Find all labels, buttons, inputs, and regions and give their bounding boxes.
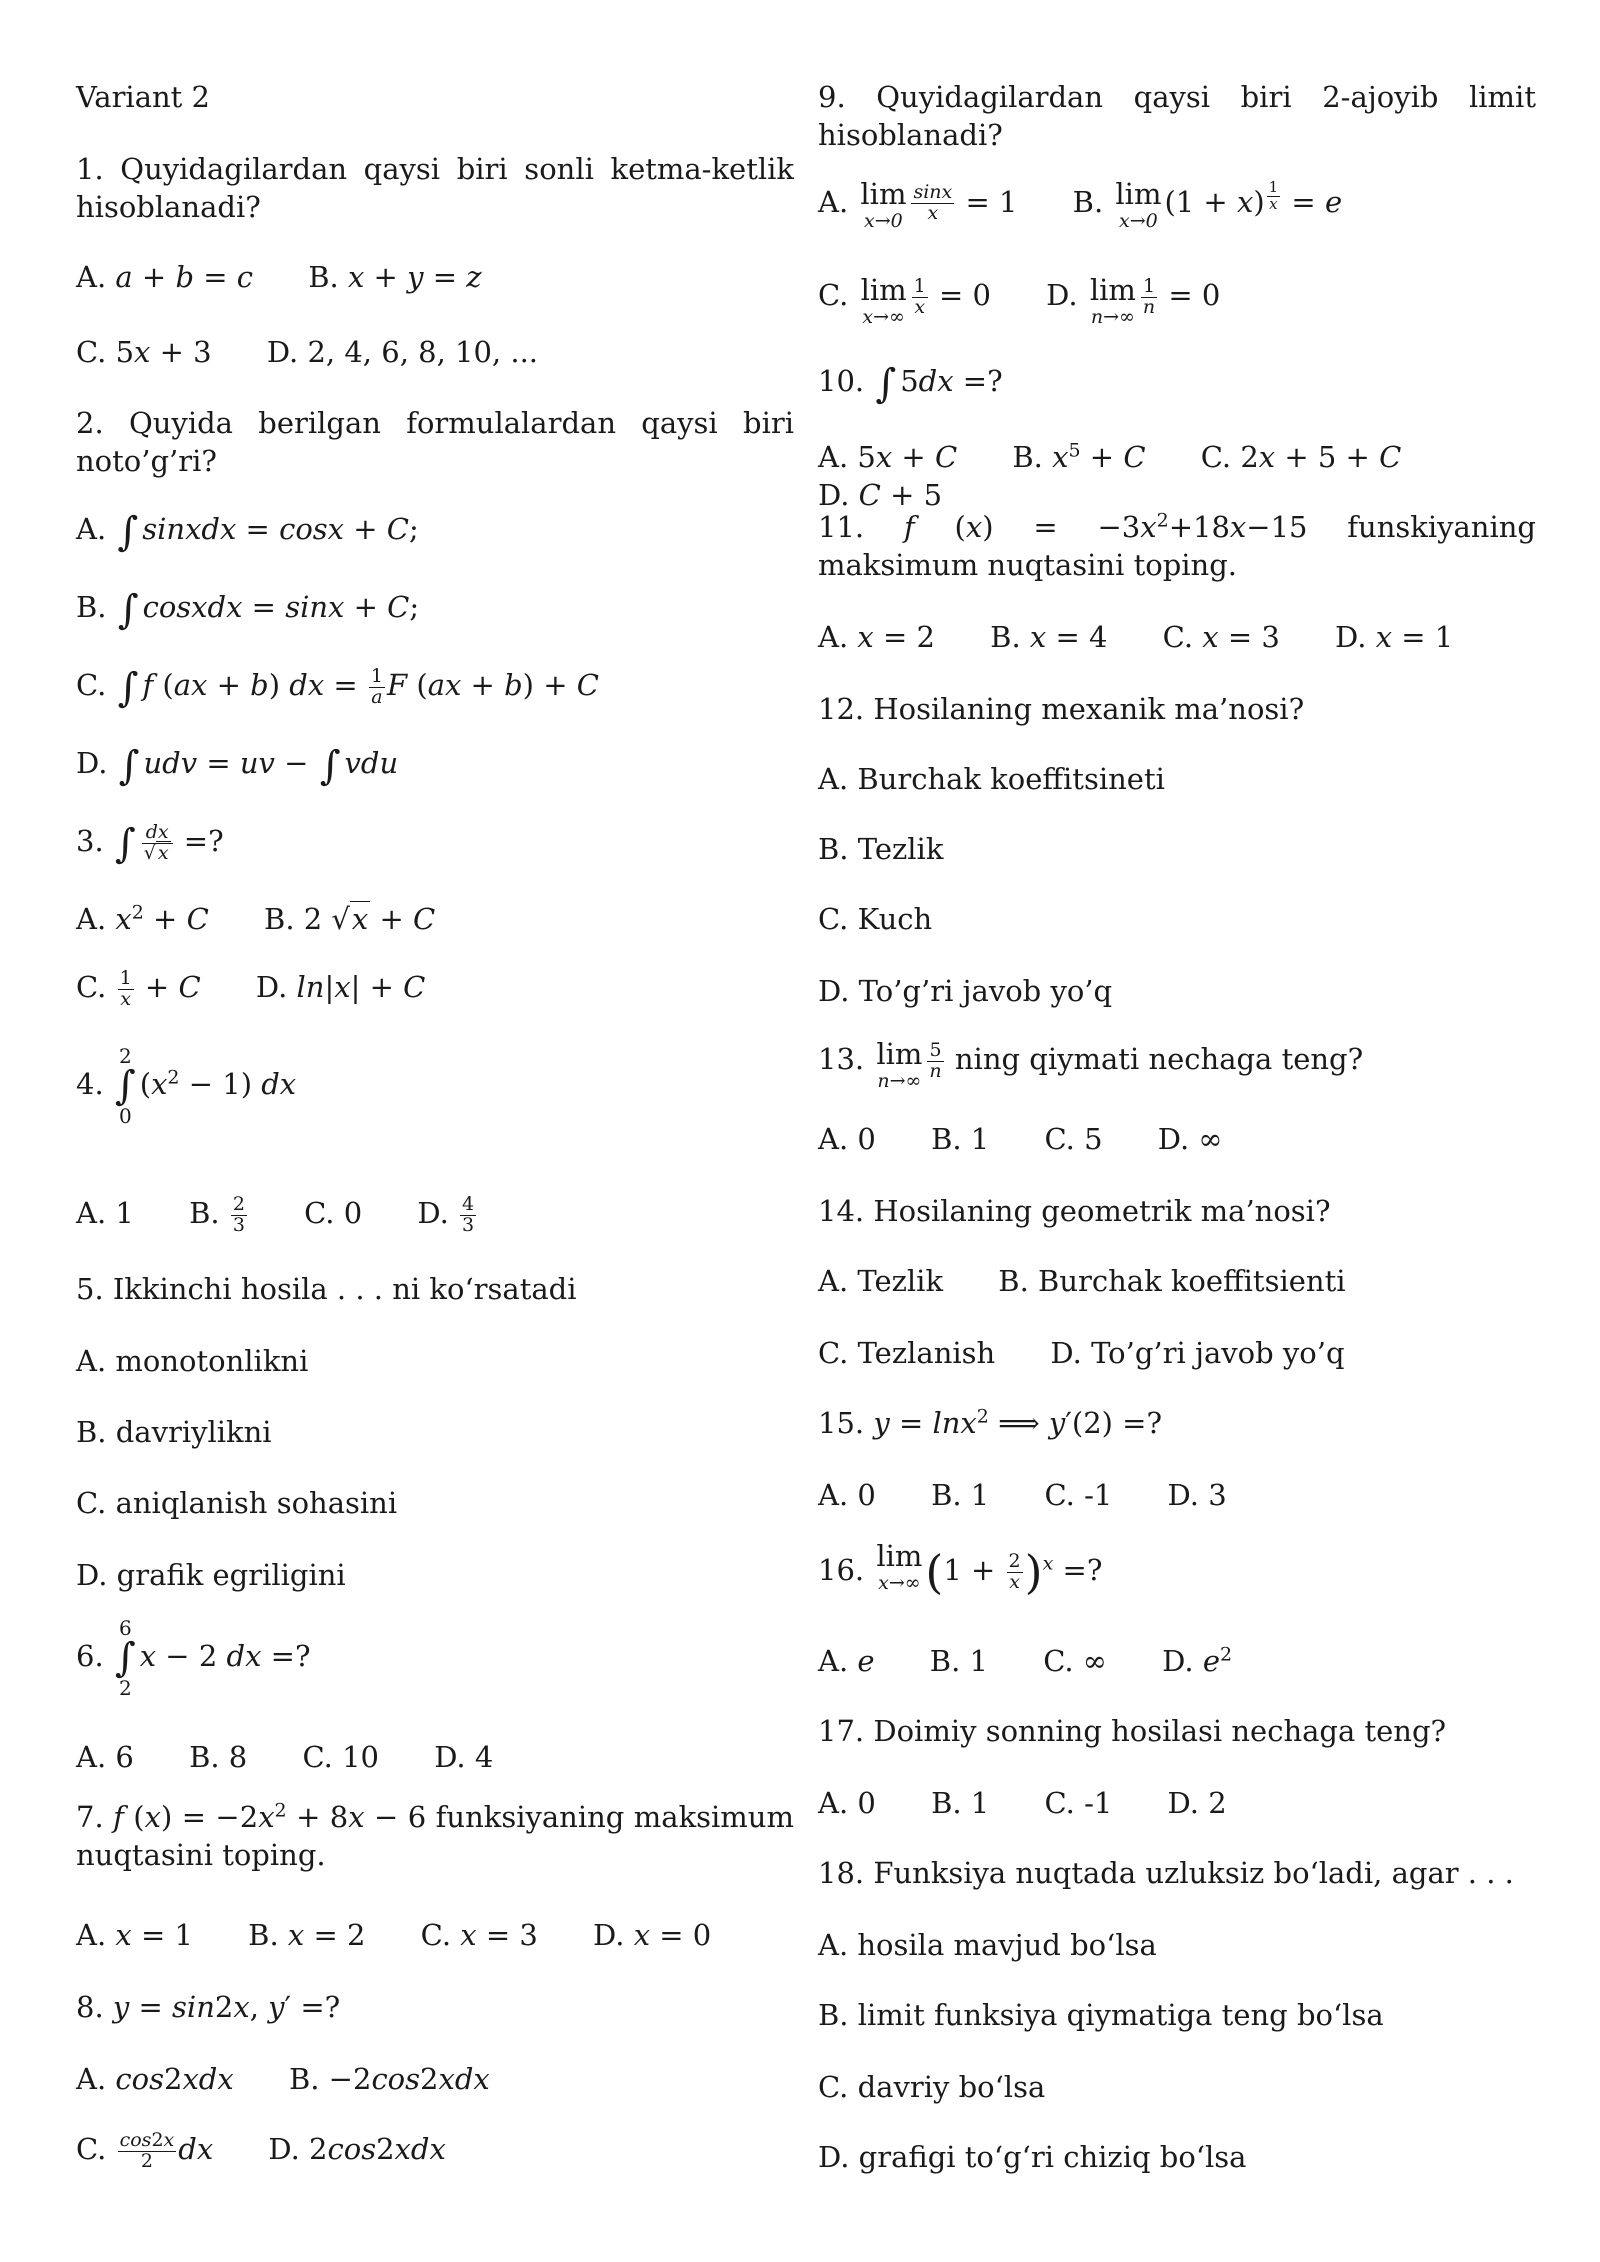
option: D. grafik egriligini: [76, 1558, 346, 1592]
question-4-options: [76, 1194, 794, 1235]
option: B. 1: [931, 1122, 990, 1156]
option: A. monotonlikni: [76, 1344, 309, 1378]
question-11: 11. f $(x) = -3x^2+18x-15$ funskiyaning maksimum nuqtasini toping.: [818, 509, 1536, 583]
option: B. 1: [931, 1786, 990, 1820]
question-13: 13. lim n→∞ $\frac{5}{n}$ ning qiymati nechaga teng?: [818, 1037, 1364, 1092]
option: A. lim x→0 $\frac{\sin x}{x}$ = 1: [818, 177, 1018, 232]
option: D. ∫ udv = uv − ∫ vdu: [76, 743, 399, 789]
option: C. davriy bo‘lsa: [818, 2070, 1046, 2104]
option: A. 5x + C: [818, 440, 958, 474]
question-14: 14. Hosilaning geometrik ma’nosi?: [818, 1194, 1331, 1228]
lower-limit: 2: [118, 1676, 132, 1700]
option: B. lim x→0 (1 + x) $^{\frac{1}{x}}$ = e: [1072, 177, 1343, 232]
option: A. Burchak koeffitsineti: [818, 762, 1165, 796]
question-10: 10. ∫ 5dx =?: [818, 361, 1003, 407]
option: B. limit funksiya qiymatiga teng bo‘lsa: [818, 1998, 1384, 2032]
option: C. Tezlanish: [818, 1336, 996, 1370]
question-number: 3.: [76, 824, 104, 858]
option: C. lim x→∞ $\frac{1}{x}$ = 0: [818, 273, 991, 328]
option: A. cos2xdx: [76, 2062, 234, 2096]
option: B. Burchak koeffitsienti: [998, 1264, 1346, 1298]
question-13-options: [818, 1120, 1536, 1158]
option: D. grafigi to‘g‘ri chiziq bo‘lsa: [818, 2140, 1247, 2174]
option: D. ln|x| + C: [255, 970, 426, 1004]
question-7: 7. f $(x) = -2x^2 + 8x - 6$ funksiyaning maksimum nuqtasini toping.: [76, 1799, 794, 1873]
option: B. −2cos2xdx: [288, 2062, 490, 2096]
question-3: 3. ∫ $\frac{dx}{√ x}$ =?: [76, 820, 224, 867]
option: D. $e^2$: [1162, 1643, 1233, 1678]
question-12: 12. Hosilaning mexanik ma’nosi?: [818, 692, 1305, 726]
option: C. ∫ f (ax + b) dx = $\frac{1}{a}$ F (ax + b) + C: [76, 664, 599, 711]
question-9-options: [818, 177, 1536, 232]
question-8-options-row2: [76, 2130, 794, 2171]
question-10-options: [818, 438, 1536, 515]
option: A. e: [818, 1644, 875, 1678]
option: B. davriylikni: [76, 1415, 272, 1449]
question-15-options: [818, 1476, 1536, 1514]
question-18: 18. Funksiya nuqtada uzluksiz bo‘ladi, agar . . .: [818, 1856, 1514, 1890]
option: B. 1: [929, 1644, 988, 1678]
option: D. 2: [1167, 1786, 1227, 1820]
question-7-options: [76, 1916, 794, 1954]
option: D. 2cos2xdx: [268, 2132, 446, 2166]
question-15: 15. y = lnx$^2$ ⟹ y′(2) =?: [818, 1405, 1163, 1440]
option: B. Tezlik: [818, 832, 944, 866]
option: B. ∫ cosxdx = sinx + C;: [76, 587, 420, 633]
option: A. ∫ sinxdx = cosx + C;: [76, 509, 419, 555]
question-3-options: [76, 900, 794, 938]
question-17-options: [818, 1784, 1536, 1822]
option: C. $\frac{1}{x}$ + C: [76, 966, 201, 1010]
option: A. 0: [818, 1478, 876, 1512]
option: C. x = 3: [1162, 620, 1280, 654]
question-14-options: [818, 1262, 1536, 1300]
option: B. x + y = z: [308, 260, 482, 294]
variant-title: Variant 2: [76, 80, 210, 114]
question-16-options: [818, 1642, 1536, 1680]
option: C. 2x + 5 + C: [1200, 440, 1402, 474]
upper-limit: 2: [118, 1044, 132, 1068]
option: B. $x^5 + C$: [1012, 439, 1146, 474]
option: D. x = 0: [593, 1918, 712, 1952]
option: D. To’g’ri javob yo’q: [818, 974, 1113, 1008]
option: C. x = 3: [420, 1918, 538, 1952]
upper-limit: 6: [118, 1616, 132, 1640]
option: B. 1: [931, 1478, 990, 1512]
option: A. Tezlik: [818, 1264, 944, 1298]
lower-limit: 0: [118, 1104, 132, 1128]
question-4: 4. 2 ∫ 0 $(x^2 - 1)$ dx: [76, 1044, 297, 1128]
option: A. 0: [818, 1122, 876, 1156]
option: C. $\frac{\cos 2x}{2}$ dx: [76, 2128, 214, 2172]
option: B. 8: [189, 1740, 248, 1774]
option: A. 0: [818, 1786, 876, 1820]
option: D. To’g’ri javob yo’q: [1050, 1336, 1345, 1370]
question-3-options-row2: [76, 968, 794, 1009]
option: A. x = 2: [818, 620, 935, 654]
question-6: 6. 6 ∫ 2 x − 2 dx =?: [76, 1616, 311, 1700]
option: A. $x^2 + C$: [76, 901, 209, 936]
option: C. ∞: [1043, 1644, 1107, 1678]
option: C. Kuch: [818, 902, 933, 936]
option: B. 2 √x + C: [264, 902, 436, 936]
option: D. C + 5: [818, 478, 943, 513]
option: C. aniqlanish sohasini: [76, 1486, 398, 1520]
question-1-options-row2: [76, 333, 794, 371]
question-11-options: [818, 618, 1536, 656]
option: C. -1: [1044, 1478, 1113, 1512]
question-14-options-row2: [818, 1334, 1536, 1372]
option: B. x = 2: [248, 1918, 366, 1952]
question-6-options: [76, 1738, 794, 1776]
option: A. hosila mavjud bo‘lsa: [818, 1928, 1157, 1962]
option: D. $\frac{4}{3}$: [417, 1192, 475, 1236]
option: C. -1: [1044, 1786, 1113, 1820]
option: C. 0: [304, 1196, 363, 1230]
question-8-options: [76, 2060, 794, 2098]
option: C. 5: [1044, 1122, 1103, 1156]
question-1: 1. Quyidagilardan qaysi biri sonli ketma-ketlik hisoblanadi?: [76, 152, 794, 225]
option: A. 6: [76, 1740, 134, 1774]
question-1-options: [76, 258, 794, 296]
option: D. 3: [1167, 1478, 1227, 1512]
option: A. a + b = c: [76, 260, 254, 294]
option: C. 5x + 3: [76, 335, 212, 369]
question-8: 8. y = sin2x, y′ =?: [76, 1990, 341, 2024]
option: B. $\frac{2}{3}$: [189, 1192, 245, 1236]
question-number: 6.: [76, 1639, 104, 1673]
question-2: 2. Quyida berilgan formulalardan qaysi biri noto’g’ri?: [76, 406, 794, 479]
option: A. 1: [76, 1196, 134, 1230]
question-9: 9. Quyidagilardan qaysi biri 2-ajoyib limit hisoblanadi?: [818, 80, 1536, 153]
option: B. x = 4: [990, 620, 1108, 654]
option: D. x = 1: [1335, 620, 1454, 654]
question-16: 16. lim x→∞ (1 + $\frac{2}{x}$ )$^x$ =?: [818, 1539, 1103, 1599]
option: A. x = 1: [76, 1918, 193, 1952]
option: D. 2, 4, 6, 8, 10, ...: [266, 335, 539, 369]
option: D. lim n→∞ $\frac{1}{n}$ = 0: [1046, 273, 1221, 328]
question-9-options-row2: [818, 273, 1536, 328]
question-17: 17. Doimiy sonning hosilasi nechaga teng?: [818, 1714, 1447, 1748]
option: D. ∞: [1157, 1122, 1223, 1156]
option: D. 4: [434, 1740, 494, 1774]
question-number: 4.: [76, 1067, 104, 1101]
question-5: 5. Ikkinchi hosila . . . ni ko‘rsatadi: [76, 1272, 577, 1306]
option: C. 10: [302, 1740, 379, 1774]
